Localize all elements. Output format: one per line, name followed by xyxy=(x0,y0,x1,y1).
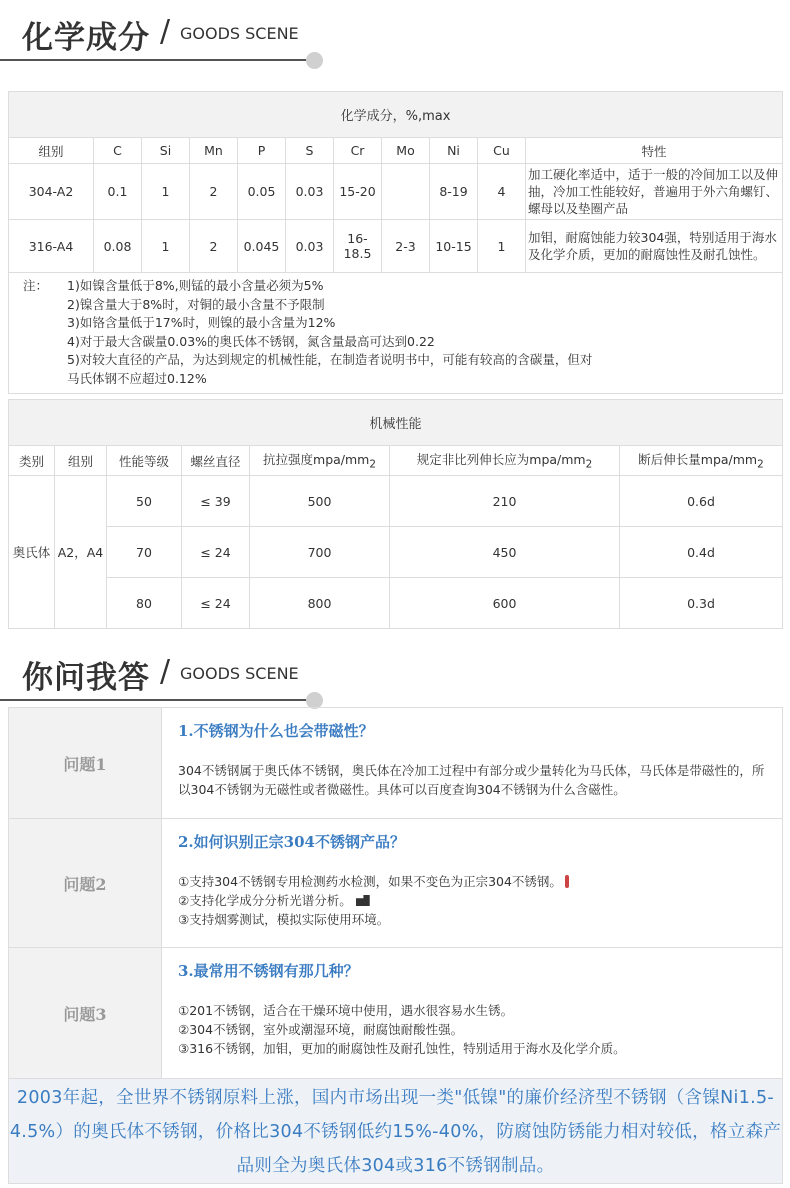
header-text: 断后伸长量mpa/mm xyxy=(638,452,758,468)
chem-cell: 304-A2 xyxy=(9,164,94,220)
answer-line: ②304不锈钢，室外或潮湿环境，耐腐蚀耐酸性强。 xyxy=(178,1022,464,1037)
chem-cell: 2 xyxy=(190,164,238,220)
mech-cell: ≤ 24 xyxy=(182,578,250,629)
chem-col-header: Ni xyxy=(430,138,478,164)
note-line: 5)对较大直径的产品，为达到规定的机械性能，在制造者说明书中，可能有较高的含碳量，但对 xyxy=(67,352,593,367)
chem-cell: 316-A4 xyxy=(9,220,94,273)
chem-col-header: 组别 xyxy=(9,138,94,164)
chem-cell: 16-18.5 xyxy=(334,220,382,273)
chem-cell: 1 xyxy=(142,220,190,273)
chem-col-header: 特性 xyxy=(526,138,783,164)
table-row xyxy=(9,220,783,273)
chem-cell: 4 xyxy=(478,164,526,220)
thermometer-icon xyxy=(565,875,569,888)
note-line: 马氏体钢不应超过0.12% xyxy=(67,370,207,386)
chem-cell: 2 xyxy=(190,220,238,273)
mech-cell: 450 xyxy=(390,527,620,578)
microscope-icon xyxy=(356,895,370,906)
mech-col-header: 螺丝直径 xyxy=(182,446,250,476)
qa-row xyxy=(9,819,783,948)
chem-cell: 1 xyxy=(478,220,526,273)
mech-cell: 500 xyxy=(250,476,390,527)
header-rule xyxy=(0,59,316,61)
chem-notes xyxy=(9,273,783,394)
unit-subscript: 2 xyxy=(585,458,593,471)
mech-col-header: 类别 xyxy=(9,446,55,476)
table-row xyxy=(9,476,783,527)
mech-cell: 800 xyxy=(250,578,390,629)
chem-cell: 8-19 xyxy=(430,164,478,220)
section-title: 你问我答 xyxy=(22,660,150,696)
table-row xyxy=(9,578,783,629)
chem-cell: 0.08 xyxy=(94,220,142,273)
mech-cell: ≤ 39 xyxy=(182,476,250,527)
chem-cell: 0.03 xyxy=(286,220,334,273)
chem-cell: 0.05 xyxy=(238,164,286,220)
answer-line: ①201不锈钢，适合在干燥环境中使用，遇水很容易水生锈。 xyxy=(178,1003,514,1018)
mech-cell: 80 xyxy=(107,578,182,629)
notes-label: 注： xyxy=(23,278,49,293)
qa-table xyxy=(8,707,783,1079)
section-subtitle: GOODS SCENE xyxy=(180,24,299,43)
mech-cell: ≤ 24 xyxy=(182,527,250,578)
title-slash: / xyxy=(160,14,171,49)
section-header-chemical xyxy=(0,0,790,62)
chem-table-title: 化学成分，%,max xyxy=(9,92,783,138)
chem-cell xyxy=(382,164,430,220)
chem-cell: 0.1 xyxy=(94,164,142,220)
chem-feature-cell: 加钼，耐腐蚀能力较304强，特别适用于海水及化学介质，更加的耐腐蚀性及耐孔蚀性。 xyxy=(526,220,783,273)
unit-subscript: 2 xyxy=(369,458,376,471)
header-text: 抗拉强度mpa/mm xyxy=(263,452,370,468)
mech-cell: 600 xyxy=(390,578,620,629)
answer-line: ③支持烟雾测试，模拟实际使用环境。 xyxy=(178,912,390,927)
mech-group-cell: A2，A4 xyxy=(55,476,107,629)
chem-cell: 15-20 xyxy=(334,164,382,220)
section-subtitle: GOODS SCENE xyxy=(180,664,299,683)
mechanical-properties-table xyxy=(8,399,783,629)
mech-category-cell: 奥氏体 xyxy=(9,476,55,629)
question-label: 问题1 xyxy=(9,708,162,819)
mech-cell: 700 xyxy=(250,527,390,578)
chem-col-header: Cu xyxy=(478,138,526,164)
chem-feature-cell: 加工硬化率适中，适于一般的冷间加工以及伸抽，冷加工性能较好，普遍用于外六角螺钉、螺母以及垫圈产品 xyxy=(526,164,783,220)
qa-row xyxy=(9,948,783,1079)
bottom-notice: 2003年起，全世界不锈钢原料上涨，国内市场出现一类"低镍"的廉价经济型不锈钢（含镍Ni1.5-4.5%）的奥氏体不锈钢，价格比304不锈钢低约15%-40%，防腐蚀防锈能力相对较低，格立森产品则全为奥氏体304或316不锈钢制品。 xyxy=(8,1078,783,1184)
note-line: 1)如镍含量低于8%,则锰的最小含量必须为5% xyxy=(67,278,324,293)
mech-col-header: 组别 xyxy=(55,446,107,476)
chem-col-header: S xyxy=(286,138,334,164)
qa-row xyxy=(9,708,783,819)
table-row xyxy=(9,527,783,578)
mech-cell: 0.3d xyxy=(620,578,783,629)
qa-content xyxy=(162,948,783,1079)
table-row xyxy=(9,164,783,220)
chem-cell: 10-15 xyxy=(430,220,478,273)
question-title: 1.不锈钢为什么也会带磁性？ xyxy=(178,722,374,740)
mech-cell: 0.6d xyxy=(620,476,783,527)
question-label: 问题2 xyxy=(9,819,162,948)
unit-subscript: 2 xyxy=(757,458,764,471)
qa-content xyxy=(162,708,783,819)
mech-cell: 50 xyxy=(107,476,182,527)
question-label: 问题3 xyxy=(9,948,162,1079)
note-line: 4)对于最大含碳量0.03%的奥氏体不锈钢，氮含量最高可达到0.22 xyxy=(67,333,435,349)
question-title: 3.最常用不锈钢有那几种？ xyxy=(178,962,359,980)
note-line: 2)镍含量大于8%时，对铜的最小含量不予限制 xyxy=(67,296,325,312)
chem-cell: 1 xyxy=(142,164,190,220)
answer-line: ②支持化学成分分析光谱分析。 xyxy=(178,893,352,908)
mech-cell: 70 xyxy=(107,527,182,578)
qa-content xyxy=(162,819,783,948)
chem-cell: 0.045 xyxy=(238,220,286,273)
chem-col-header: Cr xyxy=(334,138,382,164)
answer-line: ③316不锈钢，加钼，更加的耐腐蚀性及耐孔蚀性，特别适用于海水及化学介质。 xyxy=(178,1041,626,1056)
question-title: 2.如何识别正宗304不锈钢产品？ xyxy=(178,833,405,851)
chem-col-header: C xyxy=(94,138,142,164)
mech-cell: 210 xyxy=(390,476,620,527)
mech-col-header-unit xyxy=(250,446,390,476)
title-slash: / xyxy=(160,654,171,689)
chem-col-header: Si xyxy=(142,138,190,164)
chemical-composition-table xyxy=(8,91,783,394)
mech-col-header: 性能等级 xyxy=(107,446,182,476)
mech-col-header-unit xyxy=(620,446,783,476)
answer-text: 304不锈钢属于奥氏体不锈钢，奥氏体在冷加工过程中有部分或少量转化为马氏体，马氏体是带磁性的，所以304不锈钢为无磁性或者微磁性。具体可以百度查询304不锈钢为什么含磁性。 xyxy=(178,763,765,797)
header-dot xyxy=(306,52,323,69)
section-title: 化学成分 xyxy=(22,20,150,56)
chem-col-header: Mn xyxy=(190,138,238,164)
chem-cell: 0.03 xyxy=(286,164,334,220)
header-rule xyxy=(0,699,316,701)
note-line: 3)如铬含量低于17%时，则镍的最小含量为12% xyxy=(67,315,336,330)
chem-col-header: P xyxy=(238,138,286,164)
answer-line: ①支持304不锈钢专用检测药水检测，如果不变色为正宗304不锈钢。 xyxy=(178,874,562,889)
section-header-qa xyxy=(0,640,790,702)
mech-cell: 0.4d xyxy=(620,527,783,578)
chem-cell: 2-3 xyxy=(382,220,430,273)
header-text: 规定非比列伸长应为mpa/mm xyxy=(416,452,586,468)
mech-table-title: 机械性能 xyxy=(9,400,783,446)
chem-col-header: Mo xyxy=(382,138,430,164)
mech-col-header-unit xyxy=(390,446,620,476)
